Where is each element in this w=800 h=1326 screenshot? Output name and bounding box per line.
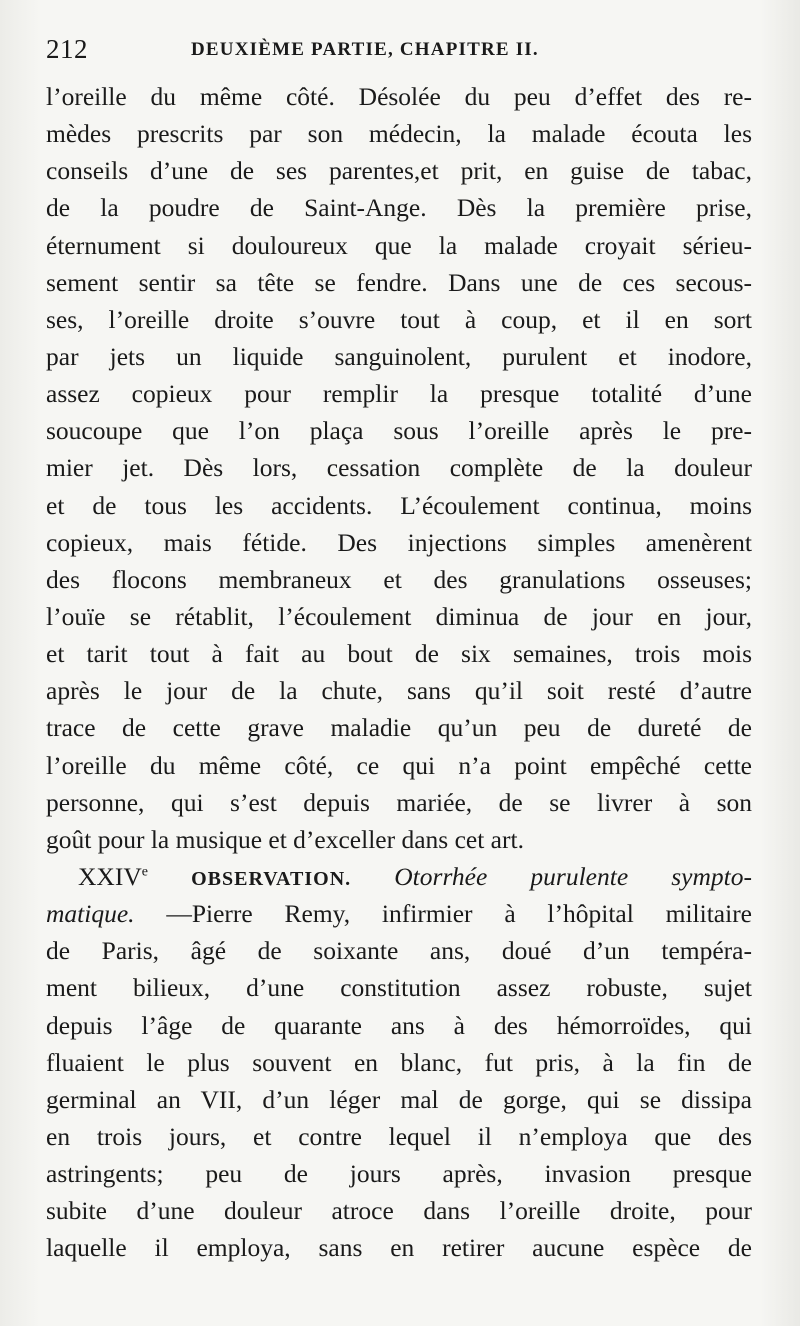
page-header (46, 34, 756, 70)
text-line: ses, l’oreille droite s’ouvre tout à coup, et il en sort (46, 304, 752, 334)
text-line: de la poudre de Saint-Ange. Dès la première prise, (46, 193, 752, 223)
observation-number: XXIV (78, 861, 142, 891)
text-line: mèdes prescrits par son médecin, la malade écouta les (46, 119, 752, 149)
observation-title-end: matique. (46, 899, 135, 929)
text-line: personne, qui s’est depuis mariée, de se livrer à son (46, 787, 752, 817)
text-line: de Paris, âgé de soixante ans, doué d’un tempéra- (46, 936, 752, 966)
text-line: et de tous les accidents. L’écoulement continua, moins (46, 490, 752, 520)
text-line: assez copieux pour remplir la presque totalité d’une (46, 379, 752, 409)
text-line: laquelle il employa, sans en retirer aucune espèce de (46, 1233, 752, 1263)
text-line: l’ouïe se rétablit, l’écoulement diminua de jour en jour, (46, 601, 752, 631)
text-line: depuis l’âge de quarante ans à des hémorroïdes, qui (46, 1010, 752, 1040)
text-line: en trois jours, et contre lequel il n’employa que des (46, 1121, 752, 1151)
text-line: fluaient le plus souvent en blanc, fut pris, à la fin de (46, 1047, 752, 1077)
text-line: subite d’une douleur atroce dans l’oreille droite, pour (46, 1196, 752, 1226)
text-line: par jets un liquide sanguinolent, purulent et inodore, (46, 341, 752, 371)
body-text (46, 78, 752, 1267)
paragraph-last-line: goût pour la musique et d’exceller dans cet art. (46, 824, 524, 854)
text-line: copieux, mais fétide. Des injections simples amenèrent (46, 527, 752, 557)
observation-title-line (46, 895, 752, 932)
text-line: sement sentir sa tête se fendre. Dans une de ces secous- (46, 267, 752, 297)
text-line: mier jet. Dès lors, cessation complète de la douleur (46, 453, 752, 483)
text-line: germinal an VII, d’un léger mal de gorge, qui se dissipa (46, 1084, 752, 1114)
text-line: et tarit tout à fait au bout de six semaines, trois mois (46, 639, 752, 669)
text-line: astringents; peu de jours après, invasion presque (46, 1159, 752, 1189)
text-line: des flocons membraneux et des granulations osseuses; (46, 564, 752, 594)
text-line: ment bilieux, d’une constitution assez robuste, sujet (46, 973, 752, 1003)
text-line: l’oreille du même côté, ce qui n’a point empêché cette (46, 750, 752, 780)
observation-text-start: —Pierre Remy, infirmier à l’hôpital militaire (166, 899, 752, 929)
observation-title: Otorrhée purulente sympto- (394, 861, 752, 891)
text-line: après le jour de la chute, sans qu’il soit resté d’autre (46, 676, 752, 706)
text-line: conseils d’une de ses parentes,et prit, en guise de tabac, (46, 156, 752, 186)
text-line: l’oreille du même côté. Désolée du peu d’effet des re- (46, 82, 752, 111)
text-line: trace de cette grave maladie qu’un peu de dureté de (46, 713, 752, 743)
running-head: DEUXIÈME PARTIE, CHAPITRE II. (191, 39, 539, 60)
text-line: éternument si douloureux que la malade croyait sérieu- (46, 230, 752, 260)
observation-number-superscript: e (141, 864, 148, 880)
text-line: soucoupe que l’on plaça sous l’oreille après le pre- (46, 416, 752, 446)
observation-heading-line (46, 858, 752, 895)
page-number: 212 (46, 34, 88, 64)
observation-label: OBSERVATION. (191, 867, 352, 890)
